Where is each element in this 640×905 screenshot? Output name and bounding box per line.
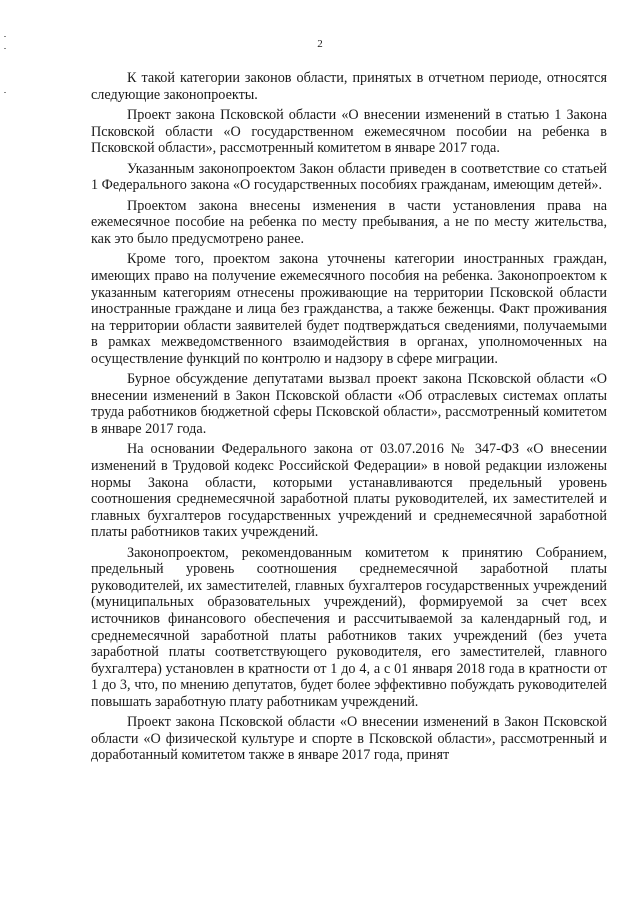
paragraph: Проект закона Псковской области «О внесении изменений в статью 1 Закона Псковской области «О государственном ежемесячном пособии на ребенка в Псковской области», рассмотренный комитетом в январе 2017 года. bbox=[91, 107, 607, 157]
paragraph: К такой категории законов области, принятых в отчетном периоде, относятся следующие законопроекты. bbox=[91, 70, 607, 103]
paragraph: Проект закона Псковской области «О внесении изменений в Закон Псковской области «О физической культуре и спорте в Псковской области», рассмотренный и доработанный комитетом также в январе 2017 года, принят bbox=[91, 714, 607, 764]
body-text bbox=[91, 70, 607, 764]
paragraph: Кроме того, проектом закона уточнены категории иностранных граждан, имеющих право на получение ежемесячного пособия на ребенка. Законопроектом к указанным категориям отнесены проживающие на территории Псковской области иностранные граждане и лица без гражданства, а также беженцы. Факт проживания на территории области заявителей будет подтверждаться сведениями, получаемыми в рамках межведомственного взаимодействия в органах, уполномоченных на осуществление функций по контролю и надзору в сфере миграции. bbox=[91, 251, 607, 367]
paragraph: На основании Федерального закона от 03.07.2016 № 347-ФЗ «О внесении изменений в Трудовой кодекс Российской Федерации» в новой редакции изложены нормы Закона области, которыми устанавливаются предельный уровень соотношения среднемесячной заработной платы руководителей, их заместителей и главных бухгалтеров государственных учреждений и среднемесячной заработной платы работников таких учреждений. bbox=[91, 441, 607, 541]
paragraph: Указанным законопроектом Закон области приведен в соответствие со статьей 1 Федерального закона «О государственных пособиях гражданам, имеющим детей». bbox=[91, 160, 607, 194]
scan-margin-mark bbox=[4, 36, 6, 37]
paragraph: Законопроектом, рекомендованным комитетом к принятию Собранием, предельный уровень соотношения среднемесячной заработной платы руководителей, их заместителей, главных бухгалтеров государственных учреждений (муниципальных образовательных учреждений), формируемой за счет всех источников финансового обеспечения и рассчитываемой за календарный год, и среднемесячной заработной платы работников таких учреждений (без учета заработной платы соответствующего руководителя, его заместителей, главного бухгалтера) установлен в кратности от 1 до 4, а с 01 января 2018 года в кратности от 1 до 3, что, по мнению депутатов, будет более эффективно побуждать руководителей повышать заработную плату работникам учреждений. bbox=[91, 544, 607, 710]
scan-margin-mark bbox=[4, 92, 6, 93]
paragraph: Проектом закона внесены изменения в части установления права на ежемесячное пособие на ребенка по месту пребывания, а не по месту жительства, как это было предусмотрено ранее. bbox=[91, 197, 607, 247]
page-number: 2 bbox=[317, 38, 323, 50]
paragraph: Бурное обсуждение депутатами вызвал проект закона Псковской области «О внесении изменений в Закон Псковской области «Об отраслевых системах оплаты труда работников бюджетной сферы Псковской области», рассмотренный комитетом в январе 2017 года. bbox=[91, 371, 607, 437]
